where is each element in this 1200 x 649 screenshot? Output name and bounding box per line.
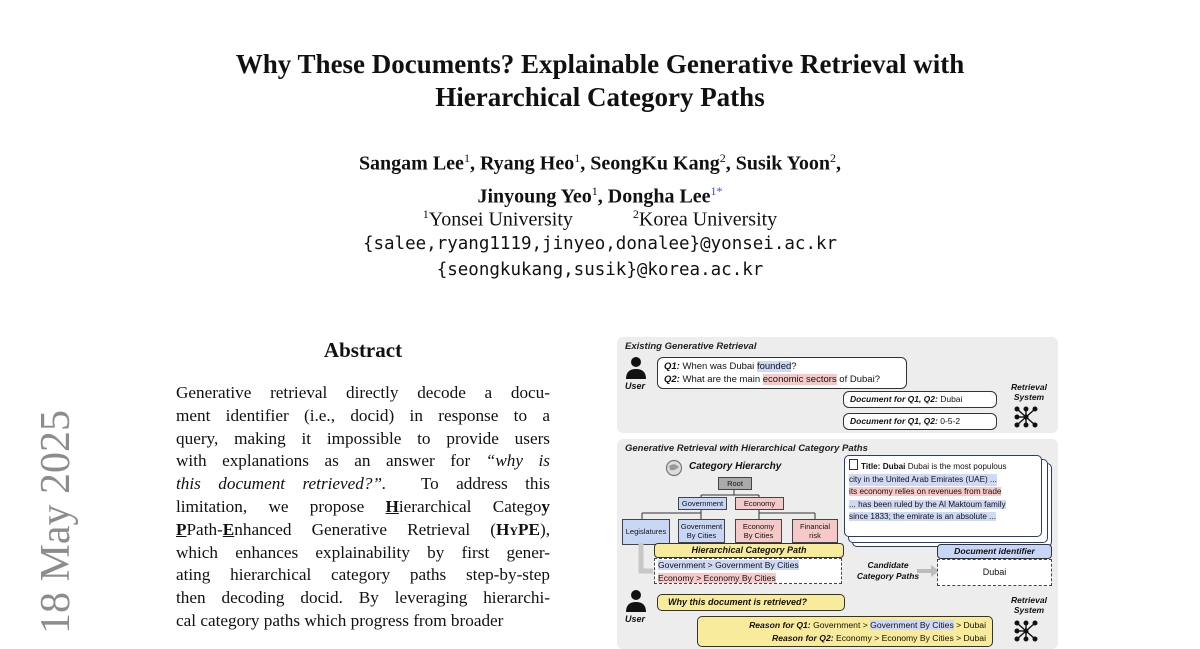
neural-net-icon [1013, 405, 1039, 429]
user-label: User [625, 614, 646, 624]
doc-line: ... has been ruled by the Al Maktoum family [849, 499, 1006, 509]
node-economy: Economy [735, 497, 784, 510]
reasons-box: Reason for Q1: Government > Government By Cities > Dubai Reason for Q2: Economy > Economy By Cities > Dubai [697, 616, 993, 647]
document-icon [849, 459, 858, 470]
author-name: Susik Yoon [735, 152, 831, 175]
path-1: Government > Government By Cities [658, 560, 799, 570]
abstract-line: with explanations as an answer for “why is [176, 451, 550, 471]
abstract-line: ment identifier (i.e., docid) in response to a [176, 405, 550, 425]
doc-line: its economy relies on revenues from trade [849, 487, 1002, 496]
author-name: Sangam Lee [358, 152, 464, 175]
node-government: Government [678, 497, 727, 510]
query-bubble: Q1: When was Dubai founded? Q2: What are the main economic sectors of Dubai? [657, 357, 907, 389]
paper-title [150, 48, 1050, 114]
abstract-line: query, making it impossible to provide users [176, 428, 550, 448]
title-line-2: Hierarchical Category Paths [435, 82, 765, 112]
doc-output-1: Document for Q1, Q2: Dubai [843, 391, 997, 408]
user-icon [625, 589, 647, 613]
hcp-header: Hierarchical Category Path [654, 543, 844, 558]
node-financial-risk: Financial risk [792, 519, 838, 543]
affiliations [150, 201, 1050, 233]
category-hierarchy-label: Category Hierarchy [689, 461, 782, 472]
author-affil: 2 [830, 151, 837, 165]
author-name: Dongha Lee [607, 185, 711, 208]
abstract-line: cal category paths which progress from broader [176, 610, 504, 630]
author-affil: 1 [591, 183, 598, 198]
abstract-line: PPath-Enhanced Generative Retrieval (HyPE), [176, 519, 550, 539]
arxiv-date-stamp [28, 410, 79, 634]
email-line-1: {salee,ryang1119,jinyeo,donalee}@yonsei.ac.kr [362, 234, 838, 254]
node-root: Root [718, 477, 752, 490]
affil-num: 1 [422, 207, 429, 221]
doc-line: since 1833; the emirate is an absolute ... [849, 512, 997, 521]
affil-name: Yonsei University [428, 208, 573, 231]
abstract-body [176, 382, 550, 633]
retrieval-system-label: Retrieval System [1011, 382, 1047, 402]
figure-1 [617, 337, 1059, 649]
author-list: Sangam Lee$^1$, Ryang Heo$^1$, SeongKu Kang$^2$, Susik Yoon$^2$, Jinyoung Yeo$^1$, Dongha Lee$^{1*}$ [358, 151, 842, 208]
existing-panel-title: Existing Generative Retrieval [625, 341, 757, 352]
author-affil: 1 [463, 151, 470, 165]
hierarchical-panel-title: Generative Retrieval with Hierarchical Category Paths [625, 443, 868, 454]
user-label: User [625, 381, 646, 391]
flow-arrow-icon [627, 543, 653, 583]
doc-output-2: Document for Q1, Q2: 0-5-2 [843, 413, 997, 430]
abstract-line: Generative retrieval directly decode a docu- [176, 383, 550, 402]
author-affil: 1* [710, 183, 723, 198]
doc-id-value: Dubai [937, 559, 1052, 586]
abstract-heading: Abstract [323, 338, 403, 362]
doc-line: city in the United Arab Emirates (UAE) ... [849, 474, 997, 487]
neural-net-icon [1013, 619, 1039, 643]
author-name: Jinyoung Yeo [477, 185, 592, 208]
abstract-line: which enhances explainability by first gener- [176, 542, 550, 562]
affil-num: 2 [632, 207, 639, 221]
candidate-label: Candidate Category Paths [856, 560, 920, 581]
doc-id-header: Document identifier [937, 544, 1052, 559]
title-line-1: Why These Documents? Explainable Generative Retrieval with [235, 49, 965, 79]
user-icon [625, 356, 647, 380]
author-name: SeongKu Kang [590, 152, 720, 175]
author-name: Ryang Heo [479, 152, 575, 175]
email-line-2: {seongkukang,susik}@korea.ac.kr [436, 260, 764, 280]
author-affil: 1 [574, 151, 581, 165]
why-question-bubble: Why this document is retrieved? [657, 594, 845, 611]
abstract-line: this document retrieved?”. To address this [176, 474, 550, 494]
affil-name: Korea University [638, 208, 778, 231]
author-affil: 2 [719, 151, 726, 165]
node-legislatures: Legislatures [622, 519, 670, 545]
hcp-paths [654, 558, 842, 584]
document-card: Title: Dubai Dubai is the most populous city in the United Arab Emirates (UAE) ... its economy relies on revenues from trade ... has been ruled by the Al Maktoum family since 1833; the emirate is an absolute ... [844, 455, 1042, 537]
arxiv-date: 18 May 2025 [33, 410, 79, 634]
abstract-line: limitation, we propose Hierarchical Categoy [176, 496, 551, 516]
abstract-line: then decoding docid. By leveraging hierarchi- [176, 588, 550, 608]
retrieval-system-label: Retrieval System [1011, 595, 1047, 615]
node-eco-by-cities: Economy By Cities [735, 519, 782, 543]
existing-retrieval-panel [617, 337, 1058, 433]
node-gov-by-cities: Government By Cities [678, 519, 725, 543]
arrow-right-icon [917, 565, 939, 577]
path-2: Economy > Economy By Cities [658, 572, 776, 583]
abstract-line: ating hierarchical category paths step-by-step [176, 565, 550, 585]
hierarchical-retrieval-panel [617, 439, 1058, 649]
